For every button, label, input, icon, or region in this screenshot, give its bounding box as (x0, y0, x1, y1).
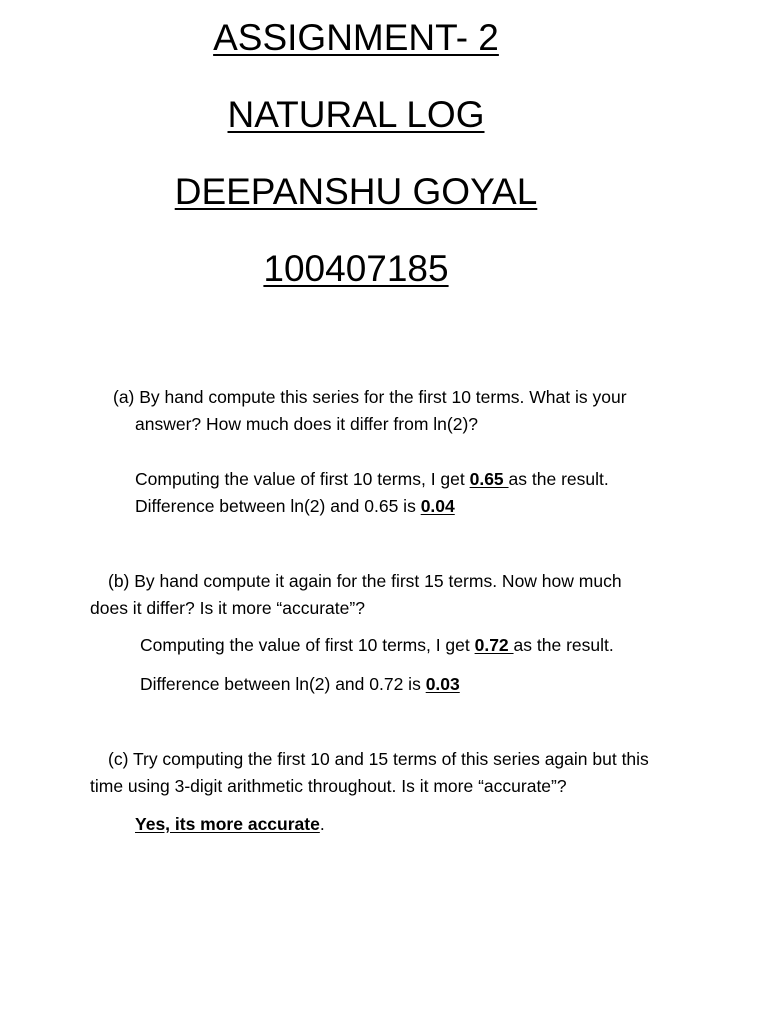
part-a-answer-line2 (135, 494, 455, 518)
part-a-answer1-value: 0.65 (469, 469, 509, 489)
part-b-question-line2: does it differ? Is it more “accurate”? (90, 598, 365, 618)
part-b-answer1-value: 0.72 (474, 635, 514, 655)
part-b-question-line1: (b) By hand compute it again for the first 15 terms. Now how much (108, 571, 622, 591)
part-a-answer2-text: Difference between ln(2) and 0.65 is (135, 496, 421, 516)
part-c-question-line2: time using 3-digit arithmetic throughout. Is it more “accurate”? (90, 776, 567, 796)
part-a-answer2-value: 0.04 (420, 496, 455, 516)
assignment-title: ASSIGNMENT- 2 (213, 17, 499, 58)
part-b-answer2-value: 0.03 (425, 674, 460, 694)
part-c-question-line1: (c) Try computing the first 10 and 15 terms of this series again but this (108, 749, 649, 769)
part-a-answer1-suffix: as the result. (508, 469, 609, 489)
part-a-answer1-text: Computing the value of first 10 terms, I get (135, 469, 470, 489)
topic-title: NATURAL LOG (227, 94, 485, 135)
part-c-answer-suffix: . (319, 814, 325, 834)
part-b-answer2-text: Difference between ln(2) and 0.72 is (140, 674, 426, 694)
part-b-answer-line1 (140, 633, 614, 657)
part-a-answer-line1 (135, 467, 609, 491)
part-c-answer-line (135, 812, 325, 836)
part-b-answer1-text: Computing the value of first 10 terms, I get (140, 635, 475, 655)
author-name: DEEPANSHU GOYAL (174, 171, 538, 212)
student-id: 100407185 (263, 248, 449, 289)
part-b-answer1-suffix: as the result. (513, 635, 614, 655)
part-b-answer-line2 (140, 672, 460, 696)
part-a-question-line2: answer? How much does it differ from ln(2)? (135, 414, 479, 434)
part-c-answer-value: Yes, its more accurate (135, 814, 320, 834)
part-a-question-line1: (a) By hand compute this series for the first 10 terms. What is your (113, 387, 627, 407)
